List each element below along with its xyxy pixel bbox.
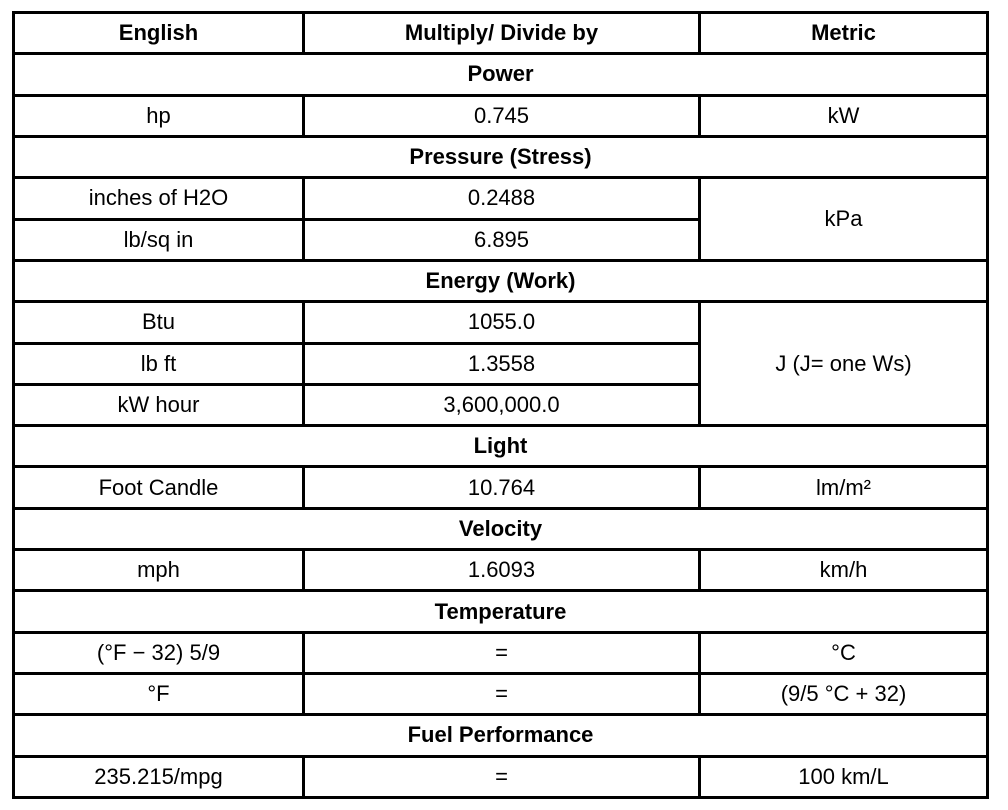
english-cell: lb ft	[14, 343, 304, 384]
section-row-light	[14, 426, 988, 467]
header-row	[14, 13, 988, 54]
table-row	[14, 550, 988, 591]
factor-cell: =	[304, 632, 700, 673]
header-factor: Multiply/ Divide by	[304, 13, 700, 54]
table-row	[14, 467, 988, 508]
english-cell: (°F − 32) 5/9	[14, 632, 304, 673]
english-cell: Btu	[14, 302, 304, 343]
section-row-temperature	[14, 591, 988, 632]
factor-cell: 0.2488	[304, 178, 700, 219]
section-row-fuel	[14, 715, 988, 756]
english-cell: Foot Candle	[14, 467, 304, 508]
english-cell: inches of H2O	[14, 178, 304, 219]
metric-cell: 100 km/L	[700, 756, 988, 797]
metric-cell: kW	[700, 95, 988, 136]
header-metric: Metric	[700, 13, 988, 54]
factor-cell: 0.745	[304, 95, 700, 136]
section-title-temperature: Temperature	[14, 591, 988, 632]
table-row	[14, 302, 988, 343]
factor-cell: 3,600,000.0	[304, 384, 700, 425]
table-row	[14, 632, 988, 673]
section-row-power	[14, 54, 988, 95]
section-title-pressure: Pressure (Stress)	[14, 136, 988, 177]
metric-cell: kPa	[700, 178, 988, 261]
table-row	[14, 674, 988, 715]
section-title-fuel: Fuel Performance	[14, 715, 988, 756]
factor-cell: 6.895	[304, 219, 700, 260]
english-cell: 235.215/mpg	[14, 756, 304, 797]
section-row-pressure	[14, 136, 988, 177]
header-english: English	[14, 13, 304, 54]
english-cell: mph	[14, 550, 304, 591]
metric-cell: (9/5 °C + 32)	[700, 674, 988, 715]
section-title-power: Power	[14, 54, 988, 95]
section-title-light: Light	[14, 426, 988, 467]
factor-cell: =	[304, 756, 700, 797]
table-row	[14, 756, 988, 797]
factor-cell: 1.6093	[304, 550, 700, 591]
metric-cell: km/h	[700, 550, 988, 591]
factor-cell: 1.3558	[304, 343, 700, 384]
table-row	[14, 178, 988, 219]
factor-cell: =	[304, 674, 700, 715]
factor-cell: 1055.0	[304, 302, 700, 343]
english-cell: hp	[14, 95, 304, 136]
section-title-velocity: Velocity	[14, 508, 988, 549]
unit-conversion-table	[12, 11, 989, 799]
metric-cell: °C	[700, 632, 988, 673]
metric-cell: lm/m²	[700, 467, 988, 508]
section-title-energy: Energy (Work)	[14, 260, 988, 301]
section-row-velocity	[14, 508, 988, 549]
english-cell: lb/sq in	[14, 219, 304, 260]
factor-cell: 10.764	[304, 467, 700, 508]
metric-cell: J (J= one Ws)	[700, 302, 988, 426]
english-cell: °F	[14, 674, 304, 715]
table-row	[14, 95, 988, 136]
english-cell: kW hour	[14, 384, 304, 425]
section-row-energy	[14, 260, 988, 301]
